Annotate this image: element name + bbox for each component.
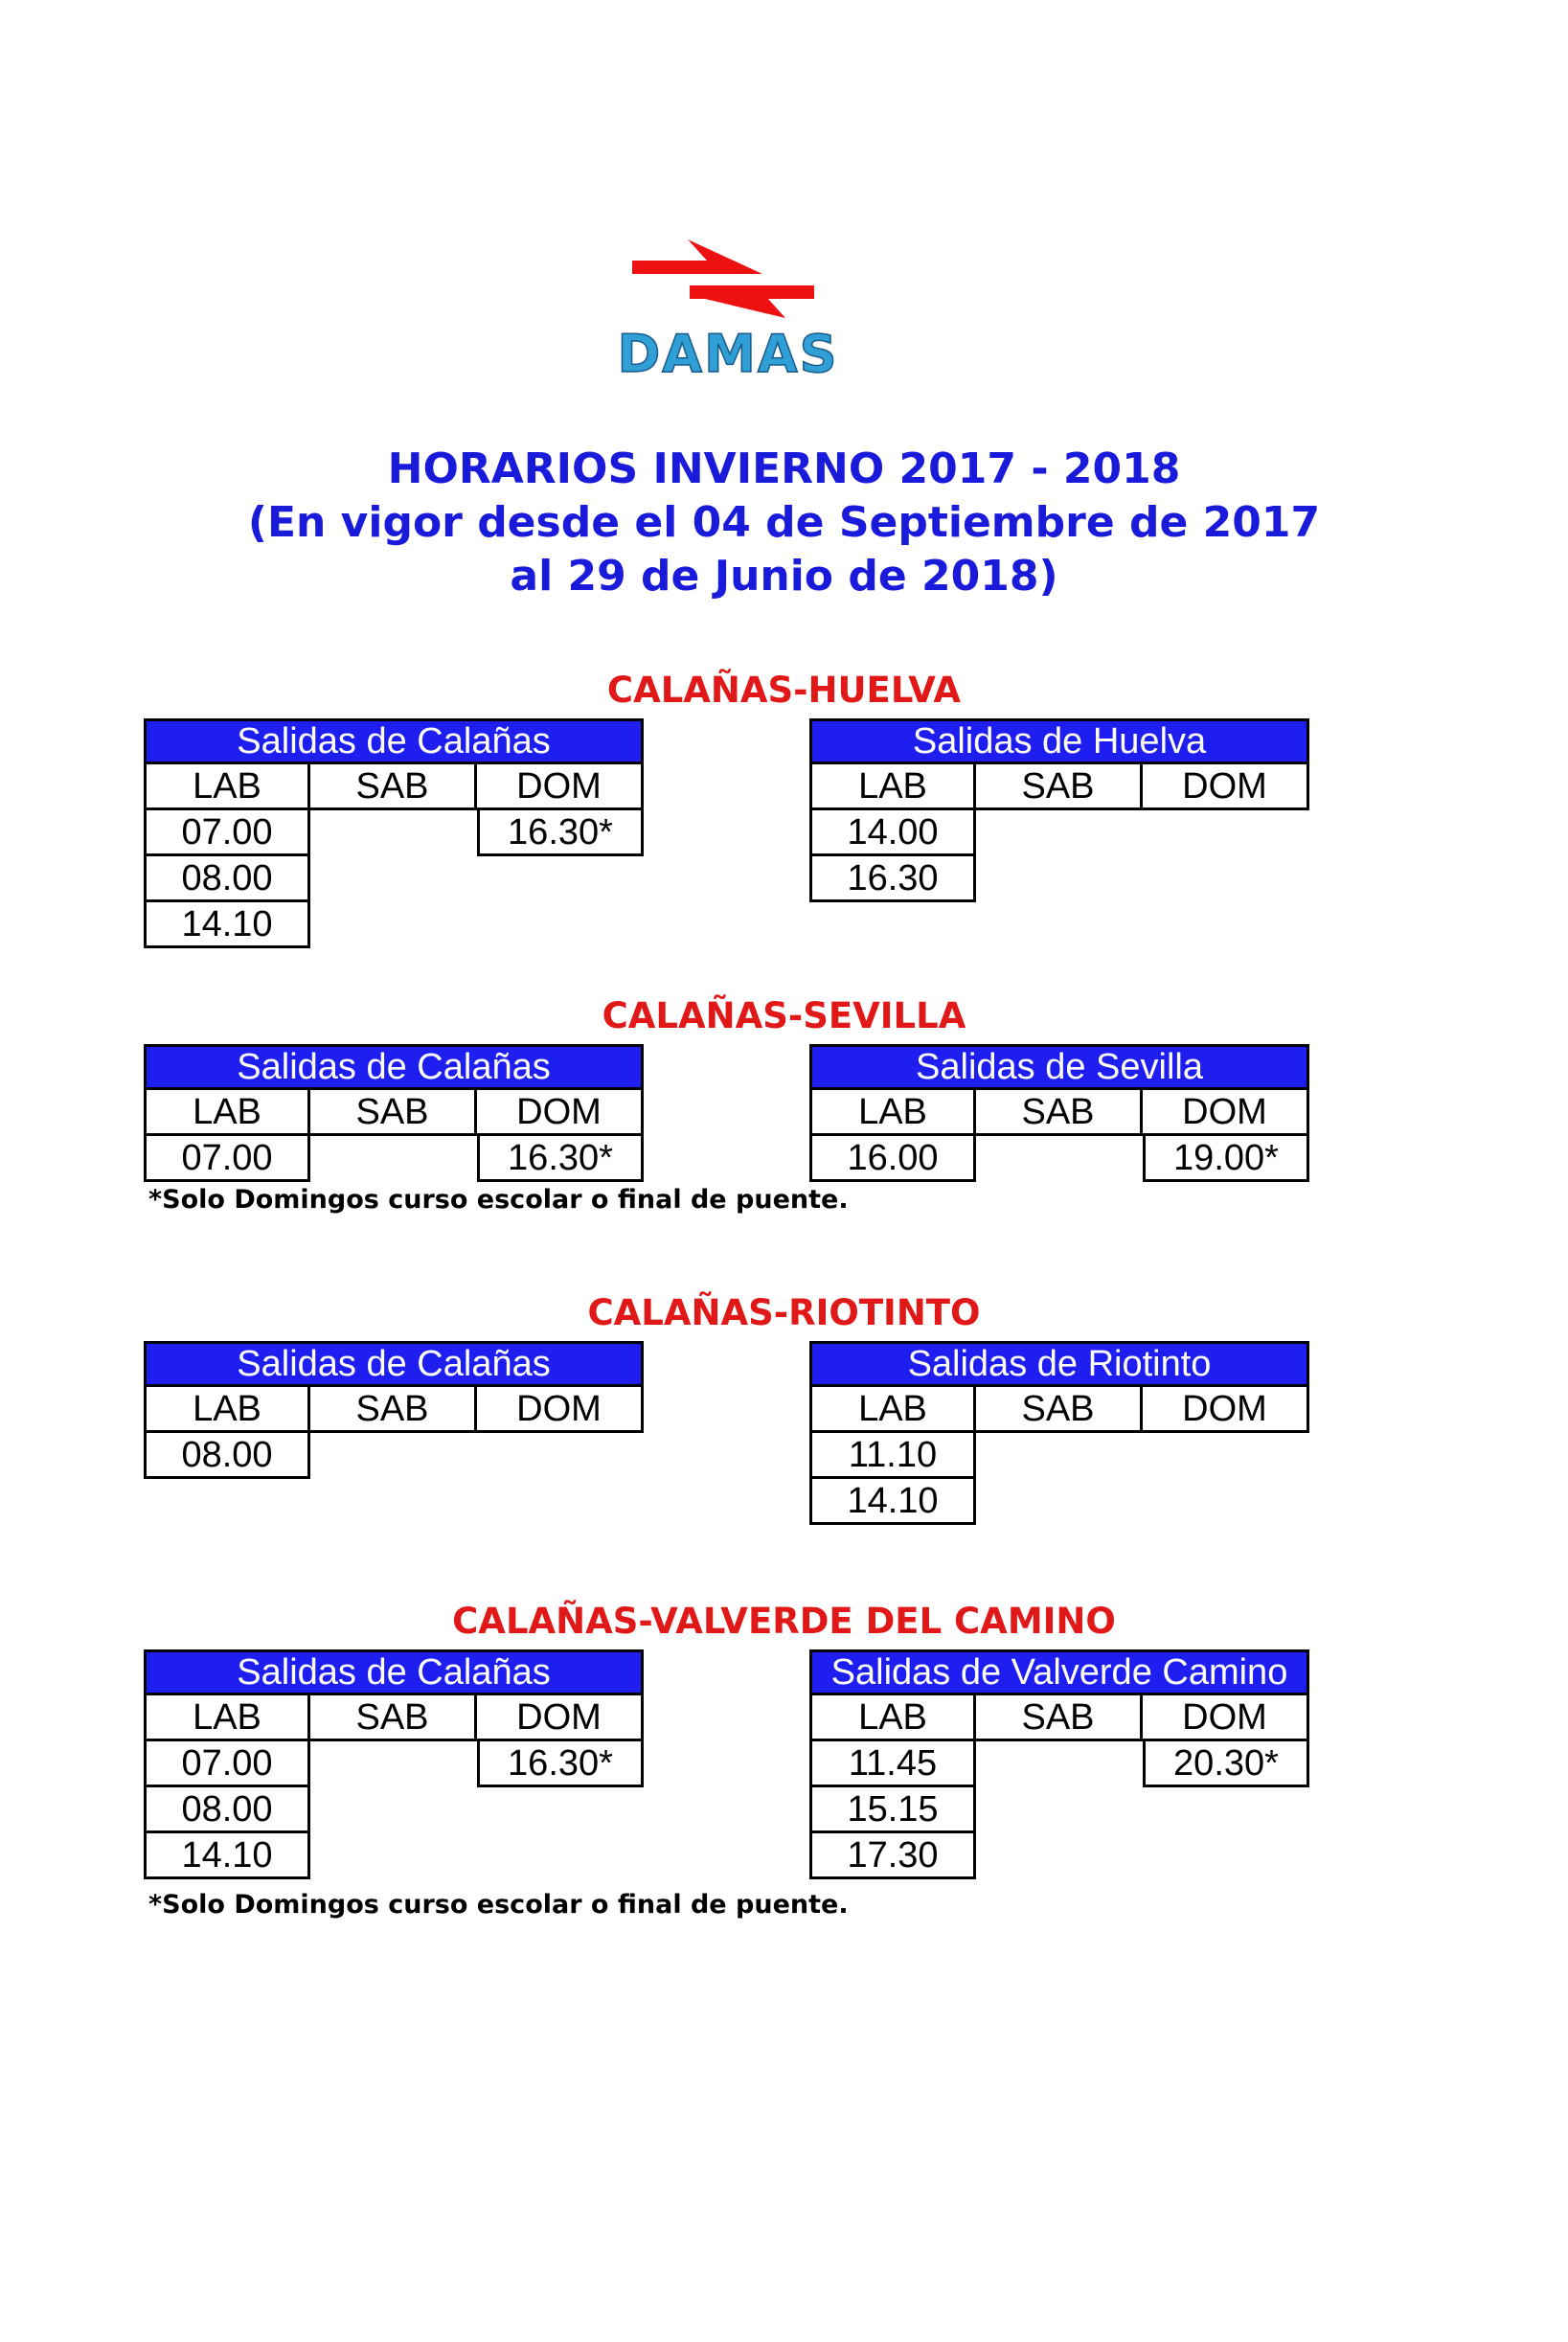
time-cell-dom — [477, 1830, 644, 1879]
column-header-lab: LAB — [809, 1384, 976, 1433]
schedule-table-right — [809, 1341, 1309, 1525]
time-cell-dom — [477, 853, 644, 902]
time-cell-dom: 16.30* — [477, 1133, 644, 1182]
route-title: CALAÑAS-HUELVA — [606, 670, 962, 711]
footnote: *Solo Domingos curso escolar o final de puente. — [148, 1185, 849, 1215]
column-header-row — [144, 1693, 644, 1741]
time-cell-sab — [310, 1133, 477, 1182]
column-header-dom: DOM — [474, 1087, 644, 1136]
schedule-table-right — [809, 1044, 1309, 1182]
time-cell-dom — [1143, 1476, 1309, 1525]
table-header: Salidas de Calañas — [144, 1044, 644, 1090]
column-header-dom: DOM — [1140, 1693, 1309, 1741]
column-header-lab: LAB — [144, 1384, 310, 1433]
damas-logo — [594, 230, 862, 383]
time-cell-lab: 16.00 — [809, 1133, 976, 1182]
table-row — [144, 899, 644, 948]
table-row — [809, 853, 1309, 902]
logo-text: DAMAS — [617, 324, 839, 383]
page-title-line-1: HORARIOS INVIERNO 2017 - 2018 — [387, 444, 1181, 493]
time-cell-lab: 17.30 — [809, 1830, 976, 1879]
schedule-table-right — [809, 718, 1309, 902]
column-header-sab: SAB — [307, 762, 477, 810]
route-title: CALAÑAS-RIOTINTO — [587, 1292, 981, 1333]
time-cell-sab — [310, 1830, 477, 1879]
time-cell-sab — [976, 853, 1143, 902]
table-row — [144, 1430, 644, 1479]
column-header-lab: LAB — [809, 1693, 976, 1741]
time-cell-lab: 15.15 — [809, 1785, 976, 1833]
logo-lower-arrow — [690, 285, 814, 318]
column-header-row — [144, 762, 644, 810]
time-cell-lab: 16.30 — [809, 853, 976, 902]
time-cell-lab: 07.00 — [144, 807, 310, 856]
column-header-sab: SAB — [973, 762, 1143, 810]
column-header-lab: LAB — [144, 1693, 310, 1741]
time-cell-dom: 16.30* — [477, 807, 644, 856]
schedule-table-left — [144, 718, 644, 948]
time-cell-dom: 20.30* — [1143, 1739, 1309, 1787]
page-title-line-2: (En vigor desde el 04 de Septiembre de 2017 — [247, 498, 1321, 547]
table-row — [144, 1133, 644, 1182]
column-header-sab: SAB — [307, 1384, 477, 1433]
table-row — [809, 1476, 1309, 1525]
column-header-lab: LAB — [809, 762, 976, 810]
time-cell-dom — [477, 899, 644, 948]
time-cell-lab: 14.10 — [809, 1476, 976, 1525]
time-cell-sab — [310, 1430, 477, 1479]
time-cell-sab — [976, 807, 1143, 856]
time-cell-dom — [1143, 807, 1309, 856]
table-header: Salidas de Calañas — [144, 1341, 644, 1387]
column-header-row — [809, 1384, 1309, 1433]
time-cell-sab — [310, 807, 477, 856]
page-title-line-3: al 29 de Junio de 2018) — [510, 552, 1058, 601]
table-header: Salidas de Huelva — [809, 718, 1309, 764]
time-cell-sab — [976, 1476, 1143, 1525]
time-cell-lab: 14.10 — [144, 1830, 310, 1879]
table-header: Salidas de Sevilla — [809, 1044, 1309, 1090]
table-row — [144, 1785, 644, 1833]
time-cell-dom: 16.30* — [477, 1739, 644, 1787]
schedule-table-right — [809, 1649, 1309, 1879]
column-header-dom: DOM — [1140, 762, 1309, 810]
table-header: Salidas de Calañas — [144, 1649, 644, 1695]
time-cell-lab: 11.10 — [809, 1430, 976, 1479]
logo-upper-arrow — [632, 239, 762, 274]
column-header-sab: SAB — [973, 1693, 1143, 1741]
table-header: Salidas de Valverde Camino — [809, 1649, 1309, 1695]
table-row — [809, 1739, 1309, 1787]
time-cell-lab: 11.45 — [809, 1739, 976, 1787]
time-cell-lab: 08.00 — [144, 1430, 310, 1479]
time-cell-lab: 08.00 — [144, 1785, 310, 1833]
route-title: CALAÑAS-SEVILLA — [602, 995, 966, 1036]
table-row — [809, 1785, 1309, 1833]
time-cell-sab — [976, 1133, 1143, 1182]
column-header-sab: SAB — [307, 1087, 477, 1136]
time-cell-dom — [1143, 1830, 1309, 1879]
time-cell-dom — [1143, 1430, 1309, 1479]
table-row — [809, 1830, 1309, 1879]
time-cell-sab — [976, 1430, 1143, 1479]
column-header-sab: SAB — [973, 1384, 1143, 1433]
time-cell-dom — [1143, 1785, 1309, 1833]
time-cell-lab: 07.00 — [144, 1739, 310, 1787]
table-row — [809, 1133, 1309, 1182]
time-cell-dom — [477, 1785, 644, 1833]
time-cell-sab — [310, 899, 477, 948]
table-row — [809, 1430, 1309, 1479]
column-header-dom: DOM — [474, 1384, 644, 1433]
table-row — [809, 807, 1309, 856]
time-cell-dom — [477, 1430, 644, 1479]
column-header-row — [809, 762, 1309, 810]
table-header: Salidas de Riotinto — [809, 1341, 1309, 1387]
column-header-dom: DOM — [474, 1693, 644, 1741]
time-cell-lab: 08.00 — [144, 853, 310, 902]
column-header-row — [809, 1693, 1309, 1741]
schedule-table-left — [144, 1649, 644, 1879]
time-cell-lab: 14.00 — [809, 807, 976, 856]
footnote: *Solo Domingos curso escolar o final de puente. — [148, 1890, 849, 1920]
column-header-row — [144, 1384, 644, 1433]
column-header-dom: DOM — [474, 762, 644, 810]
time-cell-sab — [310, 853, 477, 902]
table-row — [144, 1830, 644, 1879]
time-cell-sab — [310, 1739, 477, 1787]
time-cell-sab — [976, 1830, 1143, 1879]
column-header-dom: DOM — [1140, 1087, 1309, 1136]
table-row — [144, 807, 644, 856]
column-header-dom: DOM — [1140, 1384, 1309, 1433]
column-header-row — [809, 1087, 1309, 1136]
column-header-lab: LAB — [144, 762, 310, 810]
time-cell-dom: 19.00* — [1143, 1133, 1309, 1182]
time-cell-sab — [976, 1739, 1143, 1787]
route-title: CALAÑAS-VALVERDE DEL CAMINO — [452, 1601, 1116, 1642]
table-row — [144, 1739, 644, 1787]
time-cell-sab — [310, 1785, 477, 1833]
schedule-table-left — [144, 1341, 644, 1479]
column-header-sab: SAB — [973, 1087, 1143, 1136]
schedule-table-left — [144, 1044, 644, 1182]
column-header-lab: LAB — [144, 1087, 310, 1136]
table-row — [144, 853, 644, 902]
time-cell-sab — [976, 1785, 1143, 1833]
time-cell-dom — [1143, 853, 1309, 902]
time-cell-lab: 14.10 — [144, 899, 310, 948]
column-header-row — [144, 1087, 644, 1136]
table-header: Salidas de Calañas — [144, 718, 644, 764]
time-cell-lab: 07.00 — [144, 1133, 310, 1182]
column-header-sab: SAB — [307, 1693, 477, 1741]
column-header-lab: LAB — [809, 1087, 976, 1136]
